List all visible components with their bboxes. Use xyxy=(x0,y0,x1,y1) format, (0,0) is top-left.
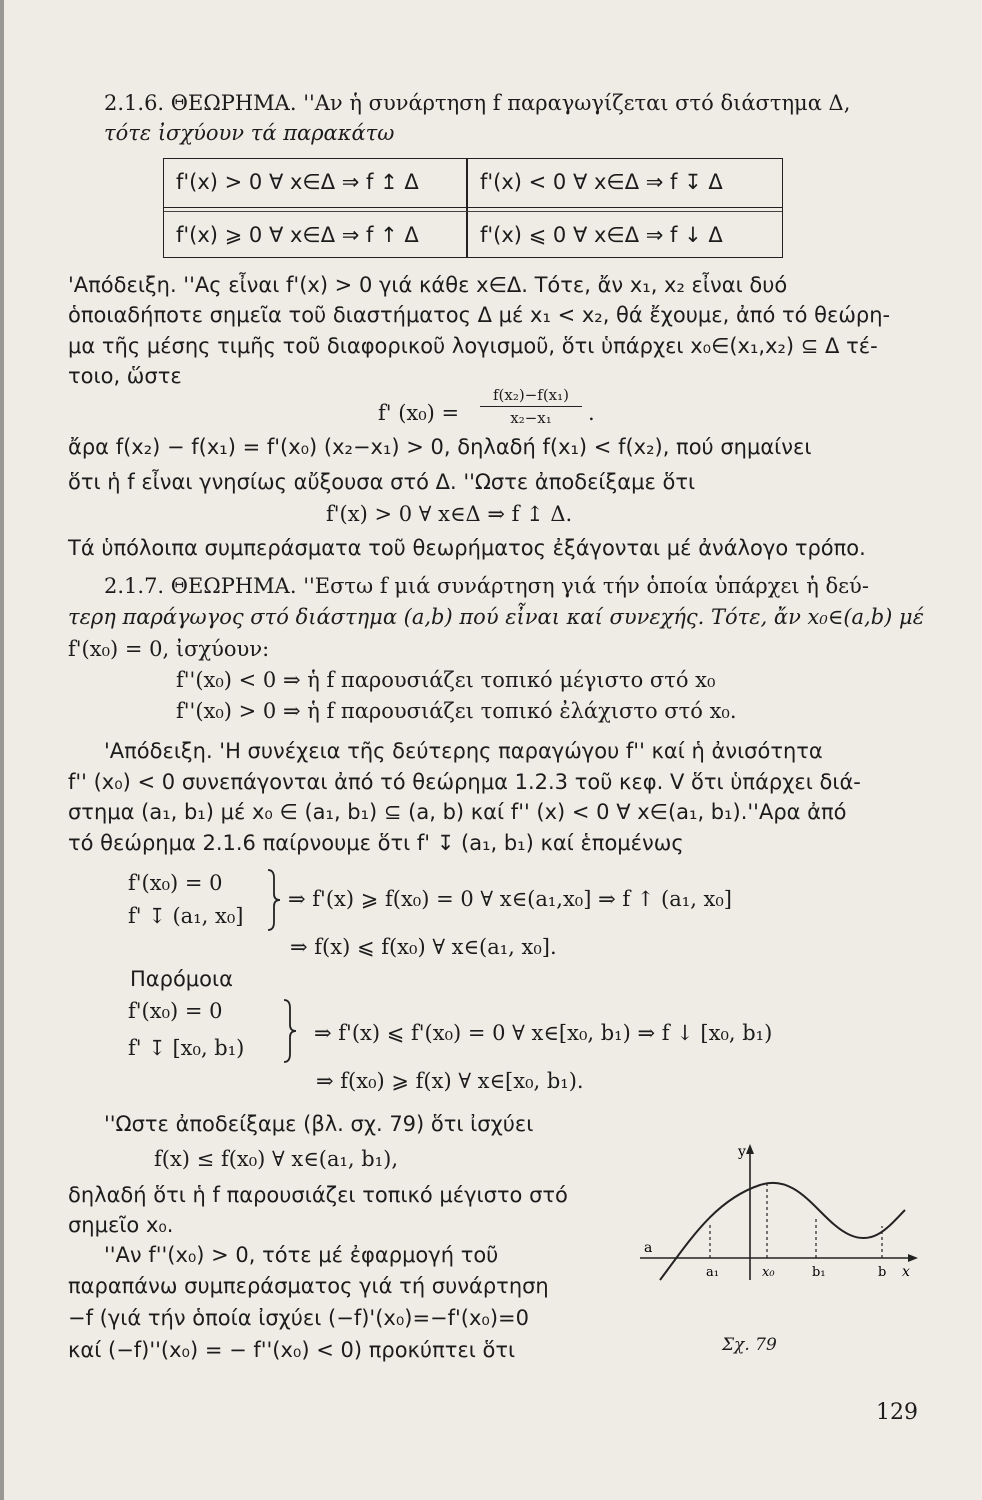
similarly-label: Παρόμοια xyxy=(130,967,233,991)
figure-79-local-max xyxy=(620,1140,920,1285)
page-edge xyxy=(0,0,4,1500)
y-label: y xyxy=(738,1144,746,1160)
fraction-numerator: f(x₂)−f(x₁) xyxy=(492,386,570,404)
proof-216-line-1: 'Απόδειξη. ''Ας εἶναι f'(x) > 0 γιά κάθε x∈Δ. Τότε, ἄν x₁, x₂ εἶναι δυό xyxy=(68,273,788,297)
second-case-line-2: παραπάνω συμπεράσματος γιά τή συνάρτηση xyxy=(68,1274,549,1298)
system1-brace xyxy=(266,868,282,932)
system1-line-2: f' ↧ (a₁, x₀] xyxy=(128,904,244,928)
system2-result-2: ⇒ f(x₀) ⩾ f(x) ∀ x∈[x₀, b₁). xyxy=(316,1069,584,1093)
theorem-217-case-min: f''(x₀) > 0 ⇒ ἡ f παρουσιάζει τοπικό ἐλάχιστο στό x₀. xyxy=(176,699,737,723)
system2-result: ⇒ f'(x) ⩽ f'(x₀) = 0 ∀ x∈[x₀, b₁) ⇒ f ↓ [x₀, b₁) xyxy=(314,1021,773,1045)
table-cell-r1c2: f'(x) < 0 ∀ x∈Δ ⇒ f ↧ Δ xyxy=(480,170,723,194)
y-axis-arrow xyxy=(746,1144,754,1154)
second-case-line-3: −f (γιά τήν ὁποία ἰσχύει (−f)'(x₀)=−f'(x₀)=0 xyxy=(68,1306,529,1330)
second-case-line-4: καί (−f)''(x₀) = − f''(x₀) < 0) προκύπτει ὅτι xyxy=(68,1338,516,1362)
system1-result-2: ⇒ f(x) ⩽ f(x₀) ∀ x∈(a₁, x₀]. xyxy=(290,935,557,959)
theorem-216-heading-cont: τότε ἰσχύουν τά παρακάτω xyxy=(104,121,395,145)
table-divider-horizontal-2 xyxy=(164,211,782,212)
fraction-trailing-dot: . xyxy=(588,401,595,425)
table-cell-r2c2: f'(x) ⩽ 0 ∀ x∈Δ ⇒ f ↓ Δ xyxy=(480,223,723,247)
mean-value-lhs: f' (x₀) = xyxy=(378,401,460,425)
proof-217-line-1: 'Απόδειξη. 'Η συνέχεια τῆς δεύτερης παραγώγου f'' καί ἡ ἀνισότητα xyxy=(104,739,823,763)
second-case-line-1: ''Αν f''(x₀) > 0, τότε μέ ἐφαρμογή τοῦ xyxy=(104,1243,499,1267)
label-b: b xyxy=(878,1265,887,1280)
page-number: 129 xyxy=(876,1400,918,1425)
table-cell-r1c1: f'(x) > 0 ∀ x∈Δ ⇒ f ↥ Δ xyxy=(176,170,419,194)
function-curve xyxy=(660,1183,905,1280)
proof-216-remaining: Τά ὑπόλοιπα συμπεράσματα τοῦ θεωρήματος ἐξάγονται μέ ἀνάλογο τρόπο. xyxy=(68,536,866,560)
theorem-217-line-2: τερη παράγωγος στό διάστημα (a,b) πού εἶναι καί συνεχής. Τότε, ἄν x₀∈(a,b) μέ xyxy=(68,605,924,629)
table-cell-r2c1: f'(x) ⩾ 0 ∀ x∈Δ ⇒ f ↑ Δ xyxy=(176,223,419,247)
label-a1: a₁ xyxy=(706,1265,719,1280)
conclusion-line-1: ''Ωστε ἀποδείξαμε (βλ. σχ. 79) ὅτι ἰσχύει xyxy=(104,1112,534,1136)
conclusion-inequality: f(x) ≤ f(x₀) ∀ x∈(a₁, b₁), xyxy=(154,1147,398,1171)
table-divider-vertical xyxy=(466,159,468,257)
proof-216-line-6: ὅτι ἡ f εἶναι γνησίως αὔξουσα στό Δ. ''Ωστε ἀποδείξαμε ὅτι xyxy=(68,470,696,494)
x-axis-arrow xyxy=(908,1254,918,1262)
system1-line-1: f'(x₀) = 0 xyxy=(128,871,223,895)
system2-line-1: f'(x₀) = 0 xyxy=(128,999,223,1023)
proof-216-line-2: ὁποιαδήποτε σημεῖα τοῦ διαστήματος Δ μέ x₁ < x₂, θά ἔχουμε, ἀπό τό θεώρη- xyxy=(68,303,891,327)
system2-line-2: f' ↧ [x₀, b₁) xyxy=(128,1036,245,1060)
proof-216-line-5: ἄρα f(x₂) − f(x₁) = f'(x₀) (x₂−x₁) > 0, δηλαδή f(x₁) < f(x₂), πού σημαίνει xyxy=(68,435,812,459)
theorem-216-heading: 2.1.6. ΘΕΩΡΗΜΑ. ''Αν ἡ συνάρτηση f παραγωγίζεται στό διάστημα Δ, xyxy=(104,91,851,115)
proof-217-line-4: τό θεώρημα 2.1.6 παίρνουμε ὅτι f' ↧ (a₁, b₁) καί ἑπομένως xyxy=(68,831,684,855)
proof-216-conclusion: f'(x) > 0 ∀ x∈Δ ⇒ f ↥ Δ. xyxy=(326,502,573,526)
theorem-217-line-3: f'(x₀) = 0, ἰσχύουν: xyxy=(68,637,270,661)
system1-result: ⇒ f'(x) ⩾ f(x₀) = 0 ∀ x∈(a₁,x₀] ⇒ f ↑ (a₁, x₀] xyxy=(288,887,732,911)
proof-216-line-3: μα τῆς μέσης τιμῆς τοῦ διαφορικοῦ λογισμοῦ, ὅτι ὑπάρχει x₀∈(x₁,x₂) ⊆ Δ τέ- xyxy=(68,334,878,358)
system2-brace xyxy=(282,998,298,1064)
x-label: x xyxy=(902,1264,910,1280)
conclusion-line-2: δηλαδή ὅτι ἡ f παρουσιάζει τοπικό μέγιστο στό xyxy=(68,1183,568,1207)
fraction-denominator: x₂−x₁ xyxy=(510,409,552,427)
mean-value-fraction xyxy=(480,386,582,427)
proof-217-line-3: στημα (a₁, b₁) μέ x₀ ∈ (a₁, b₁) ⊆ (a, b) καί f'' (x) < 0 ∀ x∈(a₁, b₁).''Αρα ἀπό xyxy=(68,800,847,824)
label-x0: x₀ xyxy=(762,1265,775,1280)
theorem-217-heading: 2.1.7. ΘΕΩΡΗΜΑ. ''Εστω f μιά συνάρτηση γιά τήν ὁποία ὑπάρχει ἡ δεύ- xyxy=(104,574,869,598)
label-a: a xyxy=(644,1240,653,1256)
table-divider-horizontal xyxy=(164,207,782,208)
theorem-217-case-max: f''(x₀) < 0 ⇒ ἡ f παρουσιάζει τοπικό μέγιστο στό x₀ xyxy=(176,668,716,692)
fraction-bar xyxy=(480,406,582,407)
label-b1: b₁ xyxy=(812,1265,826,1280)
proof-216-line-4: τοιο, ὥστε xyxy=(68,364,182,388)
monotonicity-table xyxy=(163,158,783,258)
proof-217-line-2: f'' (x₀) < 0 συνεπάγονται ἀπό τό θεώρημα 1.2.3 τοῦ κεφ. V ὅτι ὑπάρχει διά- xyxy=(68,770,861,794)
conclusion-line-3: σημεῖο x₀. xyxy=(68,1213,174,1237)
figure-caption: Σχ. 79 xyxy=(722,1335,777,1355)
